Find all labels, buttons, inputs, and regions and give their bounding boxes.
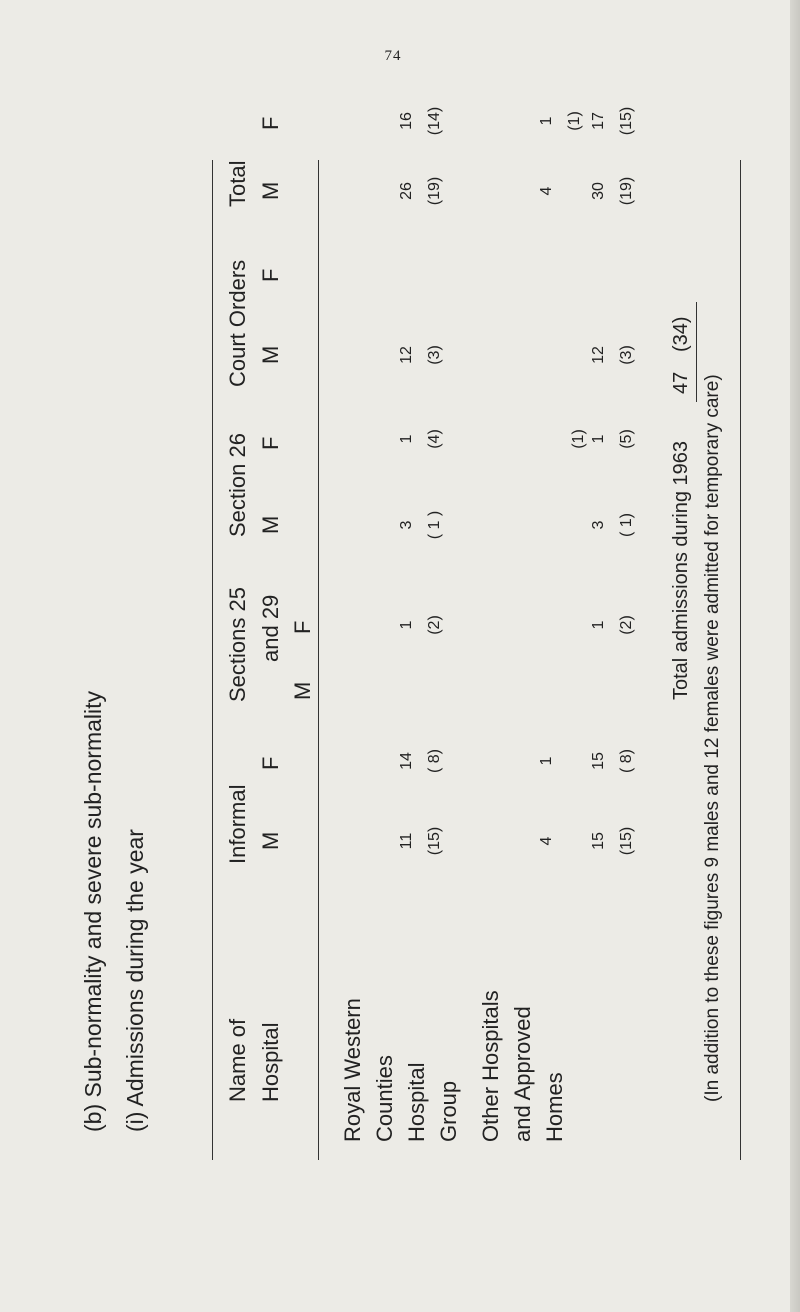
col-header-court-m: M <box>258 345 283 364</box>
row1-sections-f-paren: (2) <box>426 615 443 635</box>
col-header-informal: Informal <box>225 784 250 864</box>
row1-section26-f: 1 <box>398 434 415 444</box>
row3-total-m-paren: (19) <box>618 176 635 206</box>
col-header-section26-m: M <box>258 515 283 534</box>
row1-total-f: 16 <box>398 112 415 130</box>
row3-total-f: 17 <box>590 112 607 130</box>
subsection-heading: (i) Admissions during the year <box>122 829 148 1132</box>
row1-section26-m-paren: ( 1 ) <box>426 510 443 540</box>
col-header-total: Total <box>225 160 250 207</box>
col-header-total-m: M <box>258 181 283 200</box>
row2-name-3: Homes <box>542 1072 567 1142</box>
row1-section26-f-paren: (4) <box>426 429 443 449</box>
row3-court-m: 12 <box>590 346 607 364</box>
section-heading: (b) Sub-normality and severe sub-normality <box>80 690 106 1132</box>
col-header-court-f: F <box>258 268 283 282</box>
table-right-rule <box>740 160 741 1160</box>
row1-informal-m-paren: (15) <box>426 826 443 856</box>
row2-name-2: and Approved <box>510 1006 535 1142</box>
page-number: 74 <box>384 48 402 64</box>
row3-sections-f: 1 <box>590 620 607 630</box>
row3-section26-f-paren: (5) <box>618 429 635 449</box>
row3-section26-f: 1 <box>590 434 607 444</box>
row1-section26-m: 3 <box>398 520 415 530</box>
row3-total-f-paren: (15) <box>618 106 635 136</box>
row3-court-m-paren: (3) <box>618 345 635 365</box>
row3-section26-m-paren: ( 1) <box>618 513 635 537</box>
row2-informal-m: 4 <box>538 836 555 846</box>
row3-section26-m: 3 <box>590 520 607 530</box>
col-header-section26: Section 26 <box>225 433 250 537</box>
table-left-rule <box>212 160 213 1160</box>
row3-informal-f: 15 <box>590 752 607 770</box>
col-header-section26-f: F <box>258 436 283 450</box>
col-header-name-2: Hospital <box>258 1022 283 1102</box>
row1-name-4: Group <box>436 1080 461 1142</box>
row2-total-f-paren: (1) <box>566 111 583 131</box>
col-header-total-f: F <box>258 116 283 130</box>
row3-sections-f-paren: (2) <box>618 615 635 635</box>
page-edge-shadow <box>790 0 800 1312</box>
temporary-care-note: (In addition to these figures 9 males and 12 females were admitted for temporary care) <box>702 374 723 1102</box>
total-admissions-label: Total admissions during 1963 <box>670 440 692 700</box>
row1-name-2: Counties <box>372 1055 397 1142</box>
row1-court-m: 12 <box>398 346 415 364</box>
col-header-informal-m: M <box>258 831 283 850</box>
row2-total-m: 4 <box>538 186 555 196</box>
row2-total-f: 1 <box>538 116 555 126</box>
row1-sections-f: 1 <box>398 620 415 630</box>
row1-informal-f: 14 <box>398 752 415 770</box>
row3-informal-m-paren: (15) <box>618 826 635 856</box>
total-underline <box>696 302 697 402</box>
row1-total-f-paren: (14) <box>426 106 443 136</box>
row3-informal-m: 15 <box>590 832 607 850</box>
col-header-informal-f: F <box>258 756 283 770</box>
row2-name-1: Other Hospitals <box>478 990 503 1142</box>
row1-informal-f-paren: ( 8) <box>426 749 443 773</box>
col-header-sections-f: F <box>290 620 315 634</box>
col-header-sections-m: M <box>290 681 315 700</box>
row1-name-1: Royal Western <box>340 998 365 1142</box>
header-separator-rule <box>318 160 319 1160</box>
row2-section26-f-paren: (1) <box>570 429 587 449</box>
row1-court-m-paren: (3) <box>426 345 443 365</box>
row1-total-m-paren: (19) <box>426 176 443 206</box>
row3-informal-f-paren: ( 8) <box>618 749 635 773</box>
row2-informal-f: 1 <box>538 756 555 766</box>
total-admissions-paren: (34) <box>670 316 692 352</box>
row1-total-m: 26 <box>398 182 415 200</box>
col-header-court-orders: Court Orders <box>225 259 250 387</box>
col-header-name-1: Name of <box>225 1018 250 1102</box>
total-admissions-value: 47 <box>670 371 692 394</box>
row1-name-3: Hospital <box>404 1062 429 1142</box>
col-header-sections-1: Sections 25 <box>225 587 250 702</box>
row3-total-m: 30 <box>590 182 607 200</box>
row1-informal-m: 11 <box>398 832 415 850</box>
col-header-sections-2: and 29 <box>258 594 283 662</box>
